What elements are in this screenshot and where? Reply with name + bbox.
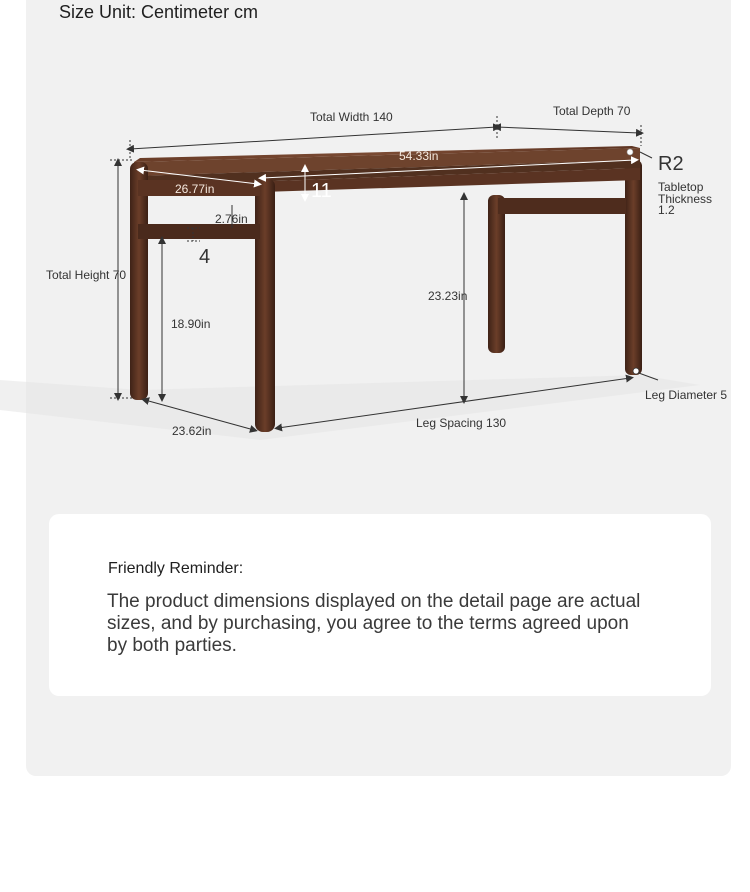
total-depth-label: Total Depth 70	[553, 104, 631, 118]
corner-radius-marker	[627, 149, 633, 155]
apron-gap-label: 2.76in	[215, 212, 248, 226]
reminder-card	[49, 514, 711, 696]
reminder-text: The product dimensions displayed on the detail page are actual sizes, and by purchasing, you agree to the terms agreed upon by both parties.	[107, 591, 641, 656]
size-unit-heading: Size Unit: Centimeter cm	[59, 2, 259, 22]
depth-inches-label: 26.77in	[175, 182, 215, 196]
back-legs	[488, 160, 642, 375]
corner-radius-label: R2	[658, 153, 684, 175]
tabletop-thickness-label-1: Tabletop	[658, 180, 704, 194]
stretcher-clearance-label: 18.90in	[171, 317, 211, 331]
side-stretcher	[138, 224, 260, 239]
total-width-label: Total Width 140	[310, 110, 393, 124]
floor-depth-label: 23.62in	[172, 424, 212, 438]
leg-spacing-label: Leg Spacing 130	[416, 416, 507, 430]
tabletop-thickness-value: 1.2	[658, 203, 675, 217]
floor-shadow	[0, 375, 700, 440]
tabletop-thickness-label-2: Thickness	[658, 192, 713, 206]
reminder-title: Friendly Reminder:	[108, 560, 244, 577]
stretcher-height-label: 4	[199, 246, 211, 268]
leg-diameter-marker	[633, 368, 639, 374]
back-stretcher	[498, 198, 626, 214]
total-height-label: Total Height 70	[46, 268, 127, 282]
underside-height-label: 23.23in	[428, 289, 468, 303]
width-inches-label: 54.33in	[399, 149, 439, 163]
apron-height-label: 11	[311, 180, 332, 202]
leg-diameter-label: Leg Diameter 5	[645, 388, 728, 402]
